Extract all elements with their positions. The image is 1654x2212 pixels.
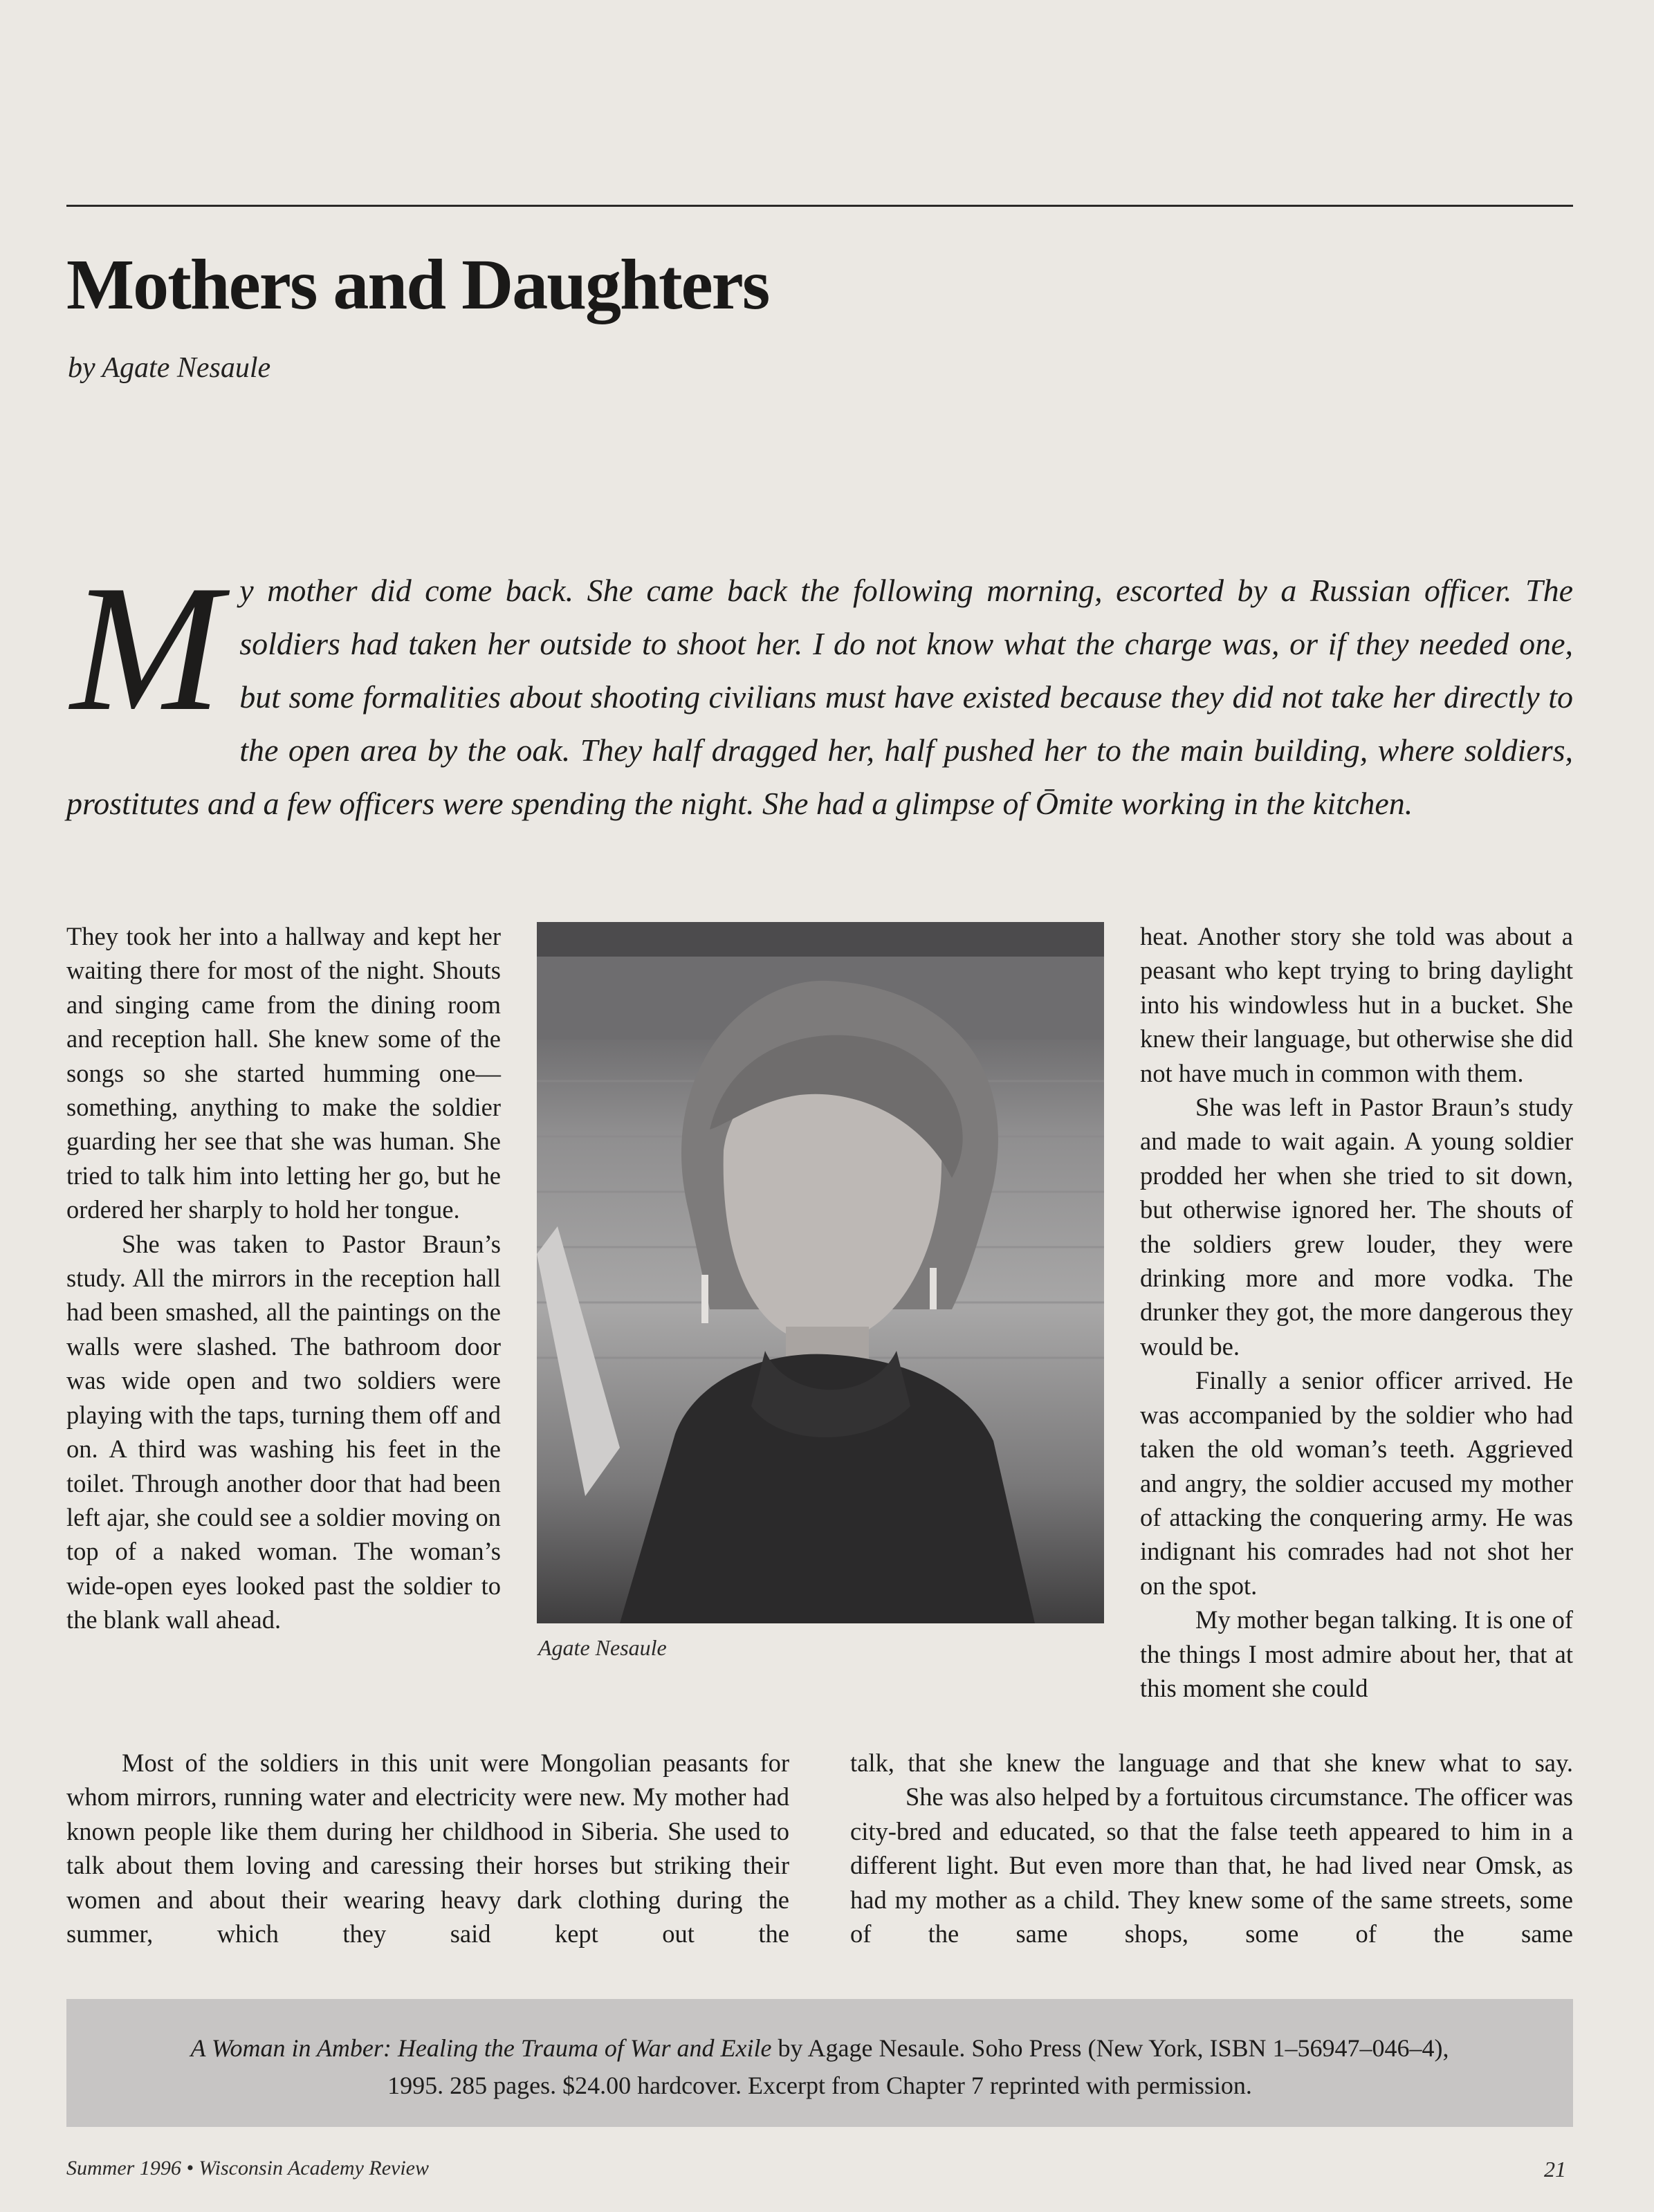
book-title: A Woman in Amber: Healing the Trauma of War and Exile [190,2034,772,2062]
photo-caption: Agate Nesaule [538,1635,667,1660]
book-info-line-1 [66,2029,1573,2067]
article-byline: by Agate Nesaule [68,352,271,384]
body-bottom-left [66,1746,789,1951]
body-bottom-right [850,1746,1573,1951]
body-paragraph: She was also helped by a fortuitous circumstance. The officer was city-bred and educated, so that the false teeth appeared to him in a different light. But even more than that, he had lived near Omsk, as had my mother as a child. They knew some of the same streets, some of the same shops, some of the same [850,1782,1573,1948]
body-paragraph: She was taken to Pastor Braun’s study. All the mirrors in the reception hall had been smashed, all the paintings on the walls were slashed. The bathroom door was wide open and two soldiers were playing with the taps, turning them off and on. A third was washing his feet in the toilet. Through another door that had been left ajar, she could see a soldier moving on top of a naked woman. The woman’s wide-open eyes looked past the soldier to the blank wall ahead. [66,1229,501,1634]
body-paragraph: heat. Another story she told was about a peasant who kept trying to bring daylight into his windowless hut in a bucket. She knew their language, but otherwise she did not have much in common with them. [1140,922,1573,1087]
drop-cap: M [71,548,222,748]
book-info-box [66,1999,1573,2127]
article-title: Mothers and Daughters [66,245,769,324]
body-column-left [66,919,501,1637]
body-paragraph: talk, that she knew the language and that she knew what to say. [850,1749,1573,1777]
body-paragraph: Most of the soldiers in this unit were Mongolian peasants for whom mirrors, running water and electricity were new. My mother had known people like them during her childhood in Siberia. She used to talk about them loving and caressing their horses but striking their women and about their wearing heavy dark clothing during the summer, which they said kept out the [66,1749,789,1948]
footer-issue: Summer 1996 • Wisconsin Academy Review [66,2157,430,2179]
top-rule [66,205,1573,207]
page-number: 21 [1544,2157,1566,2182]
body-paragraph: Finally a senior officer arrived. He was accompanied by the soldier who had taken the old woman’s teeth. Aggrieved and angry, the soldier accused my mother of attacking the conquering army. He was indignant his comrades had not shot her on the spot. [1140,1366,1573,1600]
body-column-right [1140,919,1573,1705]
body-paragraph: They took her into a hallway and kept her waiting there for most of the night. Shouts and singing came from the dining room and reception hall. She knew some of the songs so she started humming one—something, anything to make the soldier guarding her see that she was human. She tried to talk him into letting her go, but he ordered her sharply to hold her tongue. [66,922,501,1224]
author-photo [537,922,1104,1623]
body-bottom-section [66,1746,1573,1951]
body-paragraph: My mother began talking. It is one of the things I most admire about her, that at this moment she could [1140,1605,1573,1702]
book-details-1: by Agage Nesaule. Soho Press (New York, ISBN 1–56947–046–4), [771,2034,1449,2062]
author-portrait-image [537,922,1104,1623]
article-intro [66,548,1573,830]
body-paragraph: She was left in Pastor Braun’s study and made to wait again. A young soldier prodded her when she tried to sit down, but otherwise ignored her. The shouts of the soldiers grew louder, they were drinking more and more vodka. The drunker they got, the more dangerous they would be. [1140,1093,1573,1361]
book-details-2: 1995. 285 pages. $24.00 hardcover. Excerpt from Chapter 7 reprinted with permission. [387,2072,1252,2099]
intro-text: y mother did come back. She came back the following morning, escorted by a Russian officer. The soldiers had taken her outside to shoot her. I do not know what the charge was, or if they needed one, but some formalities about shooting civilians must have existed because they did not take her directly to the open area by the oak. They half dragged her, half pushed her to the main building, where soldiers, prostitutes and a few officers were spending the night. She had a glimpse of Ōmite working in the kitchen. [66,573,1573,821]
